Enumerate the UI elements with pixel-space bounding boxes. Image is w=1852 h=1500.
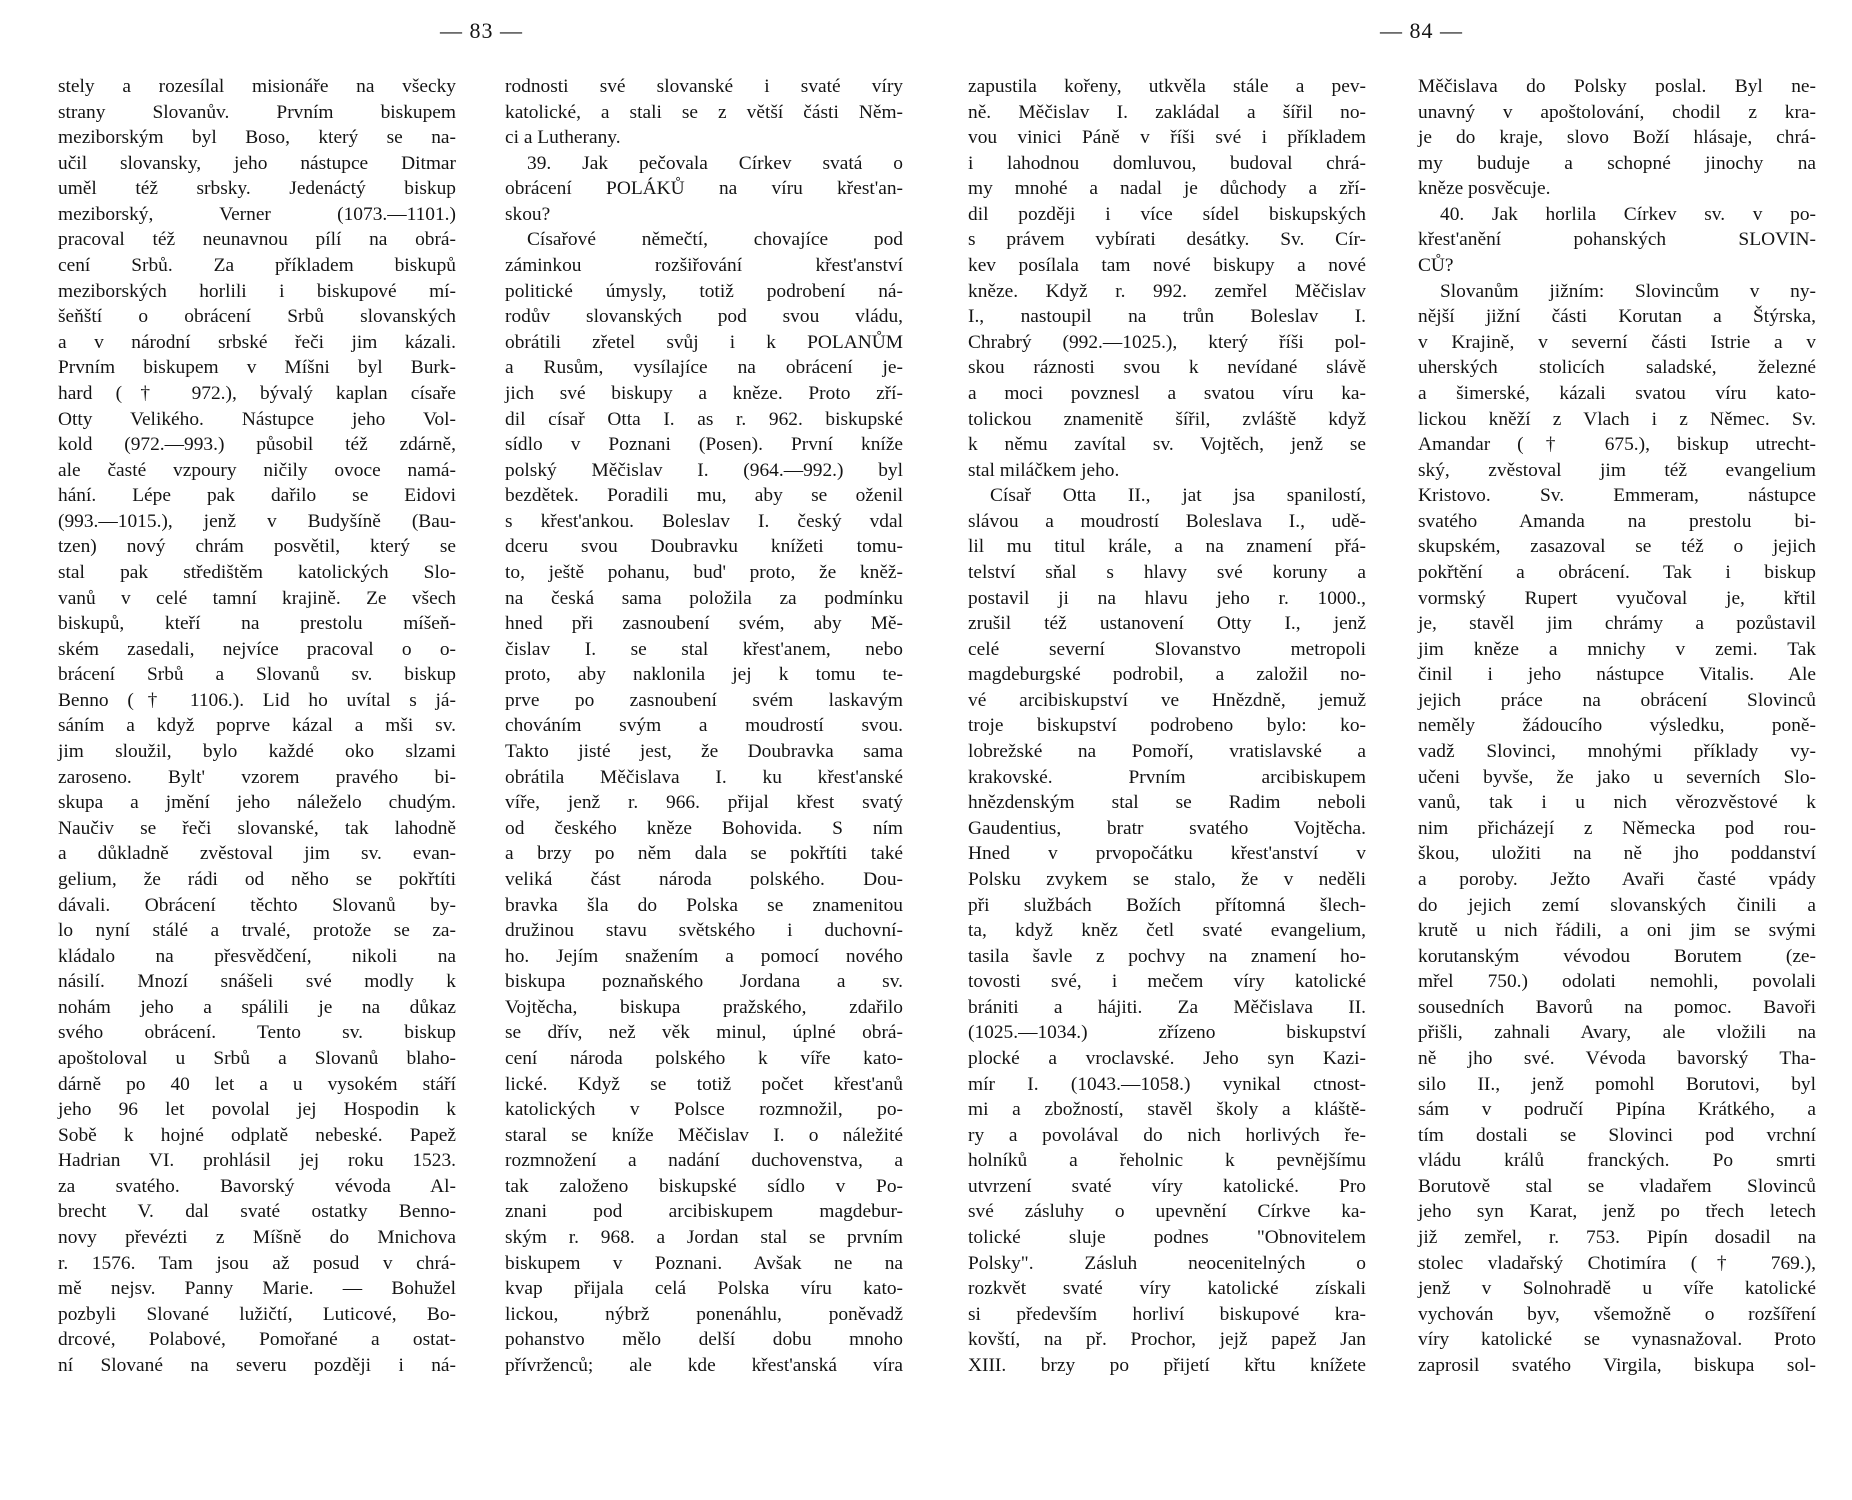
text-line: kněze. Když r. 992. zemřel Měčislav xyxy=(968,280,1366,302)
text-line: hard († 972.), bývalý kaplan císaře xyxy=(58,382,456,404)
text-line: rodnosti své slovanské i svaté víry xyxy=(505,76,903,97)
text-line: kněze posvěcuje. xyxy=(1418,178,1551,200)
text-line: činil i jeho nástupce Vitalis. Ale xyxy=(1418,664,1816,686)
text-line: ským r. 968. a Jordan stal se prvním xyxy=(505,1227,903,1249)
text-line: vou vinici Páně v říši své i příkladem xyxy=(968,127,1366,149)
text-line: a poroby. Ježto Avaři časté vpády xyxy=(1418,868,1816,890)
page-83-column-2 xyxy=(505,74,903,1378)
text-line: gelium, že rádi od něho se pokřtíti xyxy=(58,868,456,890)
text-line: plocké a vroclavské. Jeho syn Kazi- xyxy=(968,1047,1366,1069)
text-line: strany Slovanův. Prvním biskupem xyxy=(58,101,456,123)
text-line: skupském, zasazoval se též o jejich xyxy=(1418,536,1816,558)
text-line: ale časté vzpoury ničily ovoce namá- xyxy=(58,459,456,481)
text-line: jim sloužil, bylo každé oko slzami xyxy=(58,741,456,763)
text-line: postavil ji na hlavu jeho r. 1000., xyxy=(968,587,1366,609)
text-line: uměl též srbsky. Jedenáctý biskup xyxy=(58,178,456,200)
text-line: bezdětek. Poradili mu, aby se oženil xyxy=(505,485,903,507)
text-line: skou? xyxy=(505,203,551,225)
text-line: biskupů, kteří na prestolu míšeň- xyxy=(58,613,456,635)
text-line: slávou a moudrostí Boleslava I., udě- xyxy=(968,510,1366,532)
text-line: vanů v celé tamní krajině. Ze všech xyxy=(58,587,456,609)
text-line: obrátila Měčislava I. ku křest'anské xyxy=(505,766,903,788)
text-line: obrácení POLÁKŮ na víru křest'an- xyxy=(505,178,903,200)
text-line: do jejich zemí slovanských činili a xyxy=(1418,894,1816,916)
text-line: a důkladně zvěstoval jim sv. evan- xyxy=(58,843,456,865)
text-line: Benno († 1106.). Lid ho uvítal s já- xyxy=(58,689,456,711)
text-line: škou, uložiti na ně jho poddanství xyxy=(1418,843,1816,865)
text-line: kovští, na př. Prochor, jejž papež Jan xyxy=(968,1329,1366,1351)
text-line: I., nastoupil na trůn Boleslav I. xyxy=(968,306,1366,328)
text-line: cení národa polského k víře kato- xyxy=(505,1047,903,1069)
text-line: lickou kněží z Vlach i z Němec. Sv. xyxy=(1418,408,1816,430)
text-line: ho. Jejím snažením a pomocí nového xyxy=(505,945,903,967)
text-line: zapustila kořeny, utkvěla stále a pev- xyxy=(968,76,1366,97)
text-line: lobrežské na Pomoří, vratislavské a xyxy=(968,741,1366,763)
text-line: Měčislava do Polsky poslal. Byl ne- xyxy=(1418,76,1816,97)
text-line: Naučiv se řeči slovanské, tak lahodně xyxy=(58,817,456,839)
text-line: my mnohé a nadal je důchody a zří- xyxy=(968,178,1366,200)
page-84-column-1 xyxy=(968,74,1366,1378)
text-line: jich své biskupy a kněze. Proto zří- xyxy=(505,382,903,404)
text-line: skupa a jmění jeho náleželo chudým. xyxy=(58,792,456,814)
text-line: staral se kníže Měčislav I. o náležité xyxy=(505,1124,903,1146)
text-line: Amandar († 675.), biskup utrecht- xyxy=(1418,434,1816,456)
text-line: dil později i více sídel biskupských xyxy=(968,203,1366,225)
text-line: tak založeno biskupské sídlo v Po- xyxy=(505,1175,903,1197)
text-line: korutanským vévodou Borutem (ze- xyxy=(1418,945,1816,967)
text-line: nohám jeho a spálili je na důkaz xyxy=(58,996,456,1018)
text-line: svatého Amanda na prestolu bi- xyxy=(1418,510,1816,532)
text-line: pohanstvo mělo delší dobu mnoho xyxy=(505,1329,903,1351)
text-line: je, stavěl jim chrámy a pozůstavil xyxy=(1418,613,1816,635)
text-line: k němu zavítal sv. Vojtěch, jenž se xyxy=(968,434,1366,456)
text-line: pracoval též neunavnou pílí na obrá- xyxy=(58,229,456,251)
text-line: a moci povznesl a svatou víru ka- xyxy=(968,382,1366,404)
text-line: holníků a řeholnic k pevnějšímu xyxy=(968,1150,1366,1172)
text-line: apoštoloval u Srbů a Slovanů blaho- xyxy=(58,1047,456,1069)
text-line: tím dostali se Slovinci pod vrchní xyxy=(1418,1124,1816,1146)
text-line: se dřív, než věk minul, úplné obrá- xyxy=(505,1022,903,1044)
text-line: ně. Měčislav I. zakládal a šířil no- xyxy=(968,101,1366,123)
text-line: Polsku zvykem se stalo, že v neděli xyxy=(968,868,1366,890)
text-line: uherských stolicích saladské, železné xyxy=(1418,357,1816,379)
text-line: tovosti své, i mečem víry katolické xyxy=(968,971,1366,993)
text-line: sáním a když poprve kázal a mši sv. xyxy=(58,715,456,737)
text-line: kold (972.—993.) působil též zdárně, xyxy=(58,434,456,456)
text-line: Prvním biskupem v Míšni byl Burk- xyxy=(58,357,456,379)
text-line: od českého kněze Bohovida. S ním xyxy=(505,817,903,839)
text-line: Vojtěcha, biskupa pražského, zdařilo xyxy=(505,996,903,1018)
text-line: mi a zbožností, stavěl školy a kláště- xyxy=(968,1099,1366,1121)
text-line: šeňští o obrácení Srbů slovanských xyxy=(58,306,456,328)
text-line: a brzy po něm dala se pokřtíti také xyxy=(505,843,903,865)
text-line: zaprosil svatého Virgila, biskupa sol- xyxy=(1418,1354,1816,1376)
page-84-column-2 xyxy=(1418,74,1816,1378)
text-line: za svatého. Bavorský vévoda Al- xyxy=(58,1175,456,1197)
text-line: Gaudentius, bratr svatého Vojtěcha. xyxy=(968,817,1366,839)
text-line: tzen) nový chrám posvětil, který se xyxy=(58,536,456,558)
text-line: sám v područí Pipína Krátkého, a xyxy=(1418,1099,1816,1121)
text-line: čislav I. se stal křest'anem, nebo xyxy=(505,638,903,660)
text-line: Polsky". Zásluh neocenitelných o xyxy=(968,1252,1366,1274)
text-line: Císařové němečtí, chovajíce pod xyxy=(527,229,903,251)
text-line: učeni byvše, že jako u severních Slo- xyxy=(1418,766,1816,788)
text-line: (1025.—1034.) zřízeno biskupství xyxy=(968,1022,1366,1044)
text-line: stolec vladařský Chotimíra († 769.), xyxy=(1418,1252,1816,1274)
text-line: s právem vybírati desátky. Sv. Cír- xyxy=(968,229,1366,251)
text-line: vadž Slovinci, mnohými příklady vy- xyxy=(1418,741,1816,763)
text-line: lo nyní stálé a trvalé, protože se za- xyxy=(58,920,456,942)
text-line: katolické, a stali se z větší části Něm- xyxy=(505,101,903,123)
text-line: krakovské. Prvním arcibiskupem xyxy=(968,766,1366,788)
text-line: svého obrácení. Tento sv. biskup xyxy=(58,1022,456,1044)
text-line: Kristovo. Sv. Emmeram, nástupce xyxy=(1418,485,1816,507)
text-line: utvrzení svaté víry katolické. Pro xyxy=(968,1175,1366,1197)
text-line: družinou stavu světského i duchovní- xyxy=(505,920,903,942)
text-line: sídlo v Poznani (Posen). První kníže xyxy=(505,434,903,456)
text-line: vládu králů franckých. Po smrti xyxy=(1418,1150,1816,1172)
text-line: Takto jisté jest, že Doubravka sama xyxy=(505,741,903,763)
text-line: je do kraje, slovo Boží hlásaje, chrá- xyxy=(1418,127,1816,149)
text-line: magdeburgské podrobil, a založil no- xyxy=(968,664,1366,686)
text-line: dceru svou Doubravku knížeti tomu- xyxy=(505,536,903,558)
text-line: dávali. Obrácení těchto Slovanů by- xyxy=(58,894,456,916)
text-line: brániti a hájiti. Za Měčislava II. xyxy=(968,996,1366,1018)
text-line: a šimerské, kázali svatou víru kato- xyxy=(1418,382,1816,404)
text-line: stal pak středištěm katolických Slo- xyxy=(58,561,456,583)
text-line: jim kněze a mnichy v zemi. Tak xyxy=(1418,638,1816,660)
text-line: Hned v prvopočátku křest'anství v xyxy=(968,843,1366,865)
text-line: nim přicházejí z Německa pod rou- xyxy=(1418,817,1816,839)
text-line: Císař Otta II., jat jsa spanilostí, xyxy=(990,485,1366,507)
text-line: to, ještě pohanu, bud' proto, že kněž- xyxy=(505,561,903,583)
text-line: r. 1576. Tam jsou až posud v chrá- xyxy=(58,1252,456,1274)
text-line: pokřtění a obrácení. Tak i biskup xyxy=(1418,561,1816,583)
text-line: ský, zvěstoval jim též evangelium xyxy=(1418,459,1816,481)
text-line: záminkou rozšiřování křest'anství xyxy=(505,255,903,277)
text-line: nější jižní části Korutan a Štýrska, xyxy=(1418,306,1816,328)
text-line: při službách Božích přítomná šlech- xyxy=(968,894,1366,916)
text-line: 40. Jak horlila Církev sv. v po- xyxy=(1440,203,1816,225)
page-number-84: — 84 — xyxy=(1380,18,1463,43)
text-line: tolickou znamenitě šířil, zvláště když xyxy=(968,408,1366,430)
text-line: biskupem v Poznani. Avšak ne na xyxy=(505,1252,903,1274)
text-line: meziborských horlili i biskupové mí- xyxy=(58,280,456,302)
text-line: sousedních Bavorů na pomoc. Bavoři xyxy=(1418,996,1816,1018)
text-line: tasila šavle z pochvy na znamení ho- xyxy=(968,945,1366,967)
text-line: dil císař Otta I. as r. 962. biskupské xyxy=(505,408,903,430)
text-line: víře, jenž r. 966. přijal křest svatý xyxy=(505,792,903,814)
text-line: ském zasedali, nejvíce pracoval o o- xyxy=(58,638,456,660)
text-line: lickou, nýbrž ponenáhlu, poněvadž xyxy=(505,1303,903,1325)
text-line: jeho syn Karat, jenž po třech letech xyxy=(1418,1201,1816,1223)
text-line: mír I. (1043.—1058.) vynikal ctnost- xyxy=(968,1073,1366,1095)
text-line: zrušil též ustanovení Otty I., jenž xyxy=(968,613,1366,635)
text-line: skou ráznosti svou k nevídané slávě xyxy=(968,357,1366,379)
text-line: znani pod arcibiskupem magdebur- xyxy=(505,1201,903,1223)
text-line: XIII. brzy po přijetí křtu knížete xyxy=(968,1354,1366,1376)
text-line: násilí. Mnozí snášeli své modly k xyxy=(58,971,456,993)
text-line: hned při zasnoubení svém, aby Mě- xyxy=(505,613,903,635)
text-line: stely a rozesílal misionáře na všecky xyxy=(58,76,456,97)
text-line: celé severní Slovanstvo metropoli xyxy=(968,638,1366,660)
text-line: hnězdenským stal se Radim neboli xyxy=(968,792,1366,814)
text-line: polský Měčislav I. (964.—992.) byl xyxy=(505,459,903,481)
text-line: vormský Rupert vyučoval je, křtil xyxy=(1418,587,1816,609)
text-line: s křest'ankou. Boleslav I. český vdal xyxy=(505,510,903,532)
text-line: politické úmysly, totiž podrobení ná- xyxy=(505,280,903,302)
text-line: si především horliví biskupové kra- xyxy=(968,1303,1366,1325)
text-line: unavný v apoštolování, chodil z kra- xyxy=(1418,101,1816,123)
text-line: pozbyli Slované lužičtí, Luticové, Bo- xyxy=(58,1303,456,1325)
text-line: zaroseno. Bylt' vzorem pravého bi- xyxy=(58,766,456,788)
text-line: my buduje a schopné jinochy na xyxy=(1418,152,1816,174)
text-line: již zemřel, r. 753. Pipín dosadil na xyxy=(1418,1227,1816,1249)
text-line: na česká sama položila za podmínku xyxy=(505,587,903,609)
text-line: stal miláčkem jeho. xyxy=(968,459,1120,481)
text-line: přišli, zahnali Avary, ale vložili na xyxy=(1418,1022,1816,1044)
text-line: kev posílala tam nové biskupy a nové xyxy=(968,255,1366,277)
text-line: ně jho své. Vévoda bavorský Tha- xyxy=(1418,1047,1816,1069)
text-line: vanů, tak i u nich věrozvěstové k xyxy=(1418,792,1816,814)
text-line: Hadrian VI. prohlásil jej roku 1523. xyxy=(58,1150,456,1172)
text-line: Otty Velikého. Nástupce jeho Vol- xyxy=(58,408,456,430)
text-line: CŮ? xyxy=(1418,255,1454,277)
text-line: Sobě k hojné odplatě nebeské. Papež xyxy=(58,1124,456,1146)
text-line: bravka šla do Polska se znamenitou xyxy=(505,894,903,916)
text-line: drcové, Polabové, Pomořané a ostat- xyxy=(58,1329,456,1351)
text-line: telství sňal s hlavy své koruny a xyxy=(968,561,1366,583)
text-line: i lahodnou domluvou, budoval chrá- xyxy=(968,152,1366,174)
text-line: víry katolické se vynasnažoval. Proto xyxy=(1418,1329,1816,1351)
text-line: Borutově stal se vladařem Slovinců xyxy=(1418,1175,1816,1197)
text-line: meziborský, Verner (1073.—1101.) xyxy=(58,203,456,225)
text-line: dárně po 40 let a u vysokém stáří xyxy=(58,1073,456,1095)
text-line: Chrabrý (992.—1025.), který říši pol- xyxy=(968,331,1366,353)
text-line: hání. Lépe pak dařilo se Eidovi xyxy=(58,485,456,507)
text-line: rozkvět svaté víry katolické získali xyxy=(968,1278,1366,1300)
text-line: rodův slovanských pod svou vládu, xyxy=(505,306,903,328)
text-line: ci a Lutherany. xyxy=(505,127,621,149)
text-line: lil mu titul krále, a na znamení přá- xyxy=(968,536,1366,558)
text-line: biskupa poznaňského Jordana a sv. xyxy=(505,971,903,993)
text-line: cení Srbů. Za příkladem biskupů xyxy=(58,255,456,277)
page-83-column-1 xyxy=(58,74,456,1378)
text-line: vé arcibiskupství ve Hnězdně, jemuž xyxy=(968,689,1366,711)
text-line: učil slovansky, jeho nástupce Ditmar xyxy=(58,152,456,174)
text-line: katolických v Polsce rozmnožil, po- xyxy=(505,1099,903,1121)
text-line: křest'anění pohanských SLOVIN- xyxy=(1418,229,1816,251)
text-line: jeho 96 let povolal jej Hospodin k xyxy=(58,1099,456,1121)
text-line: 39. Jak pečovala Církev svatá o xyxy=(527,152,903,174)
text-line: novy převézti z Míšně do Mnichova xyxy=(58,1227,456,1249)
text-line: neměly žádoucího výsledku, poně- xyxy=(1418,715,1816,737)
text-line: obrátili zřetel svůj i k POLANŮM xyxy=(505,331,903,353)
text-line: silo II., jenž pomohl Borutovi, byl xyxy=(1418,1073,1816,1095)
text-line: mřel 750.) odolati nemohli, povolali xyxy=(1418,971,1816,993)
text-line: mě nejsv. Panny Marie. — Bohužel xyxy=(58,1278,456,1300)
text-line: jenž v Solnohradě u víře katolické xyxy=(1418,1278,1816,1300)
text-line: proto, aby naklonila jej k tomu te- xyxy=(505,664,903,686)
text-line: v Krajině, v severní části Istrie a v xyxy=(1418,331,1816,353)
text-line: ta, když kněz četl svaté evangelium, xyxy=(968,920,1366,942)
text-line: tolické sluje podnes "Obnovitelem xyxy=(968,1227,1366,1249)
text-line: kládalo na přesvědčení, nikoli na xyxy=(58,945,456,967)
text-line: lické. Když se totiž počet křest'anů xyxy=(505,1073,903,1095)
text-line: ní Slované na severu později i ná- xyxy=(58,1354,456,1376)
text-line: přívrženců; ale kde křest'anská víra xyxy=(505,1354,903,1376)
text-line: veliká část národa polského. Dou- xyxy=(505,868,903,890)
text-line: ry a povolával do nich horlivých ře- xyxy=(968,1124,1366,1146)
text-line: a Rusům, vysílajíce na obrácení je- xyxy=(505,357,903,379)
text-line: své zásluhy o upevnění Církve ka- xyxy=(968,1201,1366,1223)
text-line: Slovanům jižním: Slovincům v ny- xyxy=(1440,280,1816,302)
text-line: meziborským byl Boso, který se na- xyxy=(58,127,456,149)
text-line: rozmnožení a nadání duchovenstva, a xyxy=(505,1150,903,1172)
text-line: vychován byv, všemožně o rozšíření xyxy=(1418,1303,1816,1325)
text-line: troje biskupství podrobeno bylo: ko- xyxy=(968,715,1366,737)
text-line: a v národní srbské řeči jim kázali. xyxy=(58,331,456,353)
text-line: brecht V. dal svaté ostatky Benno- xyxy=(58,1201,456,1223)
text-line: (993.—1015.), jenž v Budyšíně (Bau- xyxy=(58,510,456,532)
text-line: chováním svým a moudrostí svou. xyxy=(505,715,903,737)
text-line: kvap přijala celá Polska víru kato- xyxy=(505,1278,903,1300)
text-line: jejich práce na obrácení Slovinců xyxy=(1418,689,1816,711)
text-line: prve po zasnoubení svém laskavým xyxy=(505,689,903,711)
text-line: krutě u nich řádili, a oni jim se svými xyxy=(1418,920,1816,942)
page-number-83: — 83 — xyxy=(440,18,523,43)
text-line: brácení Srbů a Slovanů sv. biskup xyxy=(58,664,456,686)
